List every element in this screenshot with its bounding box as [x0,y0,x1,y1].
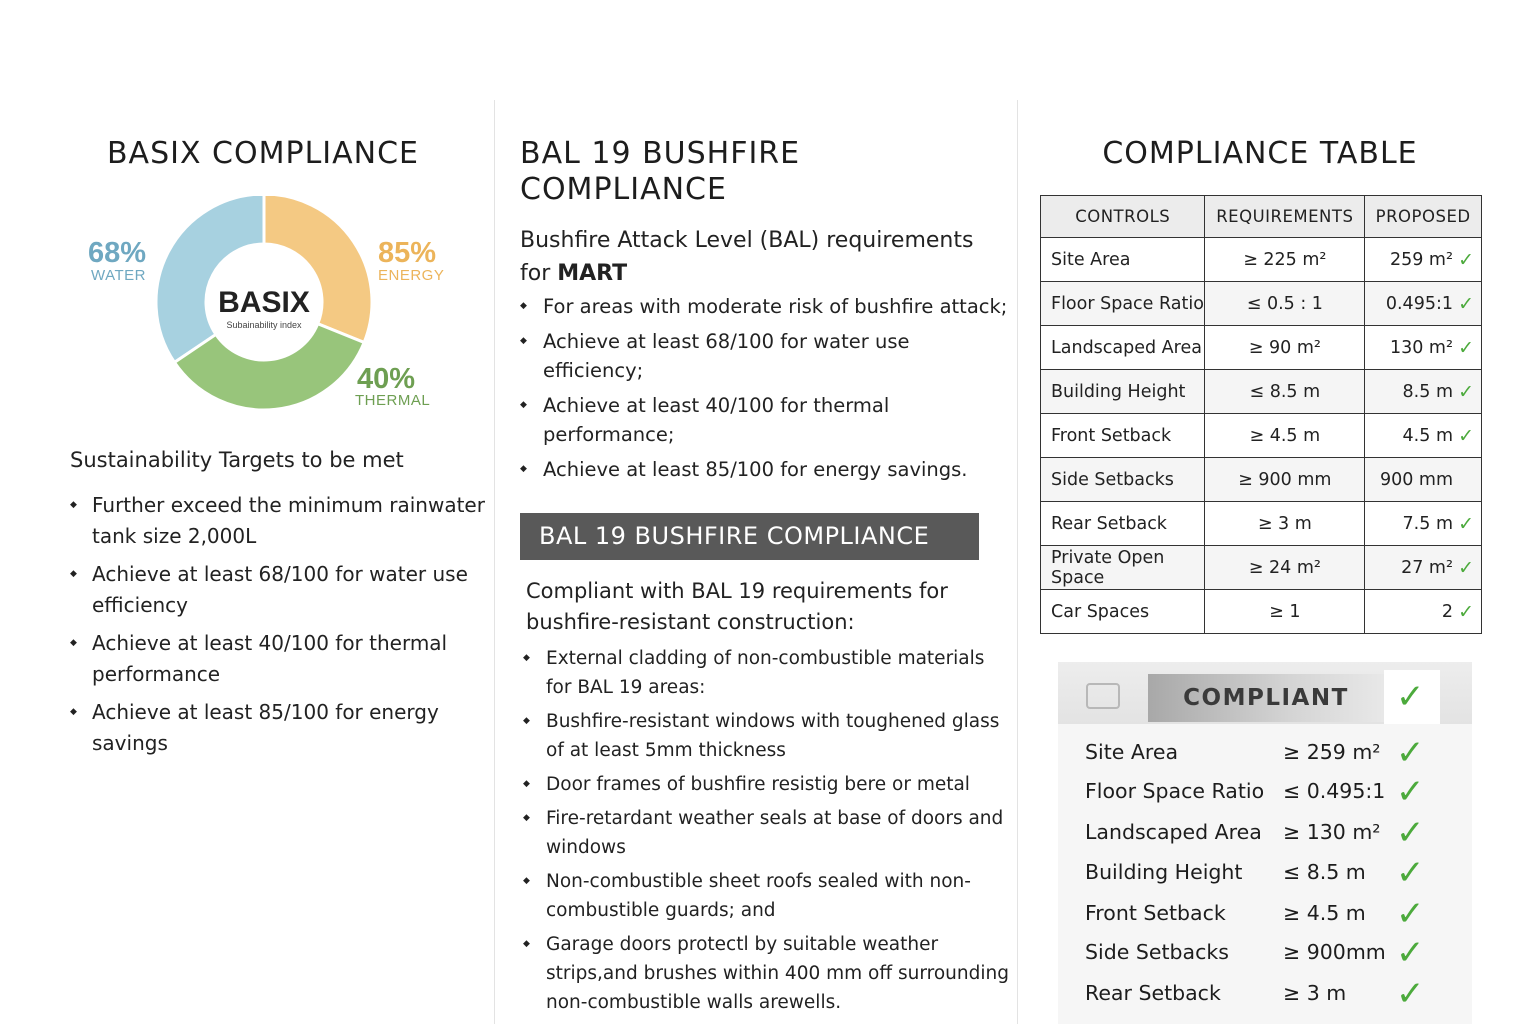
badge-row-value: ≥ 3 m [1283,981,1347,1005]
check-icon: ✓ [1396,772,1425,812]
badge-row-label: Side Setbacks [1085,940,1229,964]
check-icon: ✓ [1458,601,1474,623]
list-item: ◆ External cladding of non-combustible materials for BAL 19 areas: [523,644,1013,702]
water-percent: 68% [88,237,147,269]
bal-requirements-list [520,292,1015,490]
badge-row [1058,934,1472,974]
bal-intro [520,224,990,290]
requirement-cell: ≥ 3 m [1205,502,1365,546]
compliant-badge [1058,662,1472,1024]
check-icon: ✓ [1396,677,1425,717]
list-item: ◆ Door frames of bushfire resistig bere or metal [523,770,1013,799]
table-row [1041,370,1482,414]
list-item: ◆ Achieve at least 68/100 for water use efficiency [70,559,490,621]
proposed-value: 4.5 m [1402,425,1453,446]
control-cell: Side Setbacks [1041,458,1205,502]
list-item: ◆ Achieve at least 85/100 for energy savings [70,697,490,759]
badge-row-label: Front Setback [1085,901,1226,925]
badge-row [1058,895,1472,935]
check-icon: ✓ [1396,933,1425,973]
bal-intro-bold: MART [557,261,628,286]
sustainability-subtitle: Sustainability Targets to be met [70,448,404,472]
requirement-cell: ≥ 225 m² [1205,238,1365,282]
proposed-value: 2 [1441,601,1453,622]
list-item: ◆ For areas with moderate risk of bushfire attack; [520,292,1015,321]
check-icon: ✓ [1396,813,1425,853]
table-row [1041,238,1482,282]
check-icon: ✓ [1396,733,1425,773]
badge-row-value: ≤ 8.5 m [1283,860,1366,884]
table-row [1041,282,1482,326]
control-cell: Rear Setback [1041,502,1205,546]
bal-banner: BAL 19 BUSHFIRE COMPLIANCE [520,513,979,560]
proposed-cell [1365,590,1482,634]
check-icon: ✓ [1458,513,1474,535]
control-cell: Car Spaces [1041,590,1205,634]
proposed-cell [1365,238,1482,282]
requirement-cell: ≥ 90 m² [1205,326,1365,370]
proposed-value: 900 mm [1379,469,1453,490]
donut-center-subtitle: Subainability index [226,320,302,330]
list-item: ◆ Achieve at least 68/100 for water use efficiency; [520,327,1015,385]
check-icon: ✓ [1458,337,1474,359]
badge-row-label: Floor Space Ratio [1085,779,1265,803]
proposed-value: 259 m² [1389,249,1453,270]
badge-row [1058,814,1472,854]
check-icon: ✓ [1396,974,1425,1014]
badge-row [1058,773,1472,813]
badge-row [1058,734,1472,774]
proposed-value: 27 m² [1401,557,1453,578]
badge-row-label: Building Height [1085,860,1243,884]
requirement-cell: ≤ 8.5 m [1205,370,1365,414]
compliance-title: COMPLIANCE TABLE [1102,136,1418,171]
badge-row-value: ≥ 130 m² [1283,820,1381,844]
requirement-cell: ≥ 4.5 m [1205,414,1365,458]
list-item: ◆ Fire-retardant weather seals at base of doors and windows [523,804,1013,862]
check-icon: ✓ [1458,425,1474,447]
header-proposed: PROPOSED [1365,196,1482,238]
header-requirements: REQUIREMENTS [1205,196,1365,238]
thermal-label: THERMAL [355,392,431,409]
requirement-cell: ≥ 900 mm [1205,458,1365,502]
bal-construction-list [523,644,1013,1022]
compliance-section [1018,0,1536,1024]
badge-row-label: Rear Setback [1085,981,1221,1005]
bal-paragraph: Compliant with BAL 19 requirements for bushfire-resistant construction: [526,579,948,634]
table-row [1041,414,1482,458]
compliance-table-body [1041,238,1482,634]
table-row [1041,546,1482,590]
sustainability-list [70,490,490,766]
control-cell: Floor Space Ratio [1041,282,1205,326]
requirement-cell: ≥ 1 [1205,590,1365,634]
control-cell: Site Area [1041,238,1205,282]
donut-svg [150,196,380,410]
badge-header [1058,662,1472,724]
proposed-value: 130 m² [1389,337,1453,358]
proposed-value: 7.5 m [1402,513,1453,534]
donut-center-title: BASIX [218,286,310,319]
energy-label: ENERGY [378,267,445,284]
basix-section [0,0,494,1024]
check-icon: ✓ [1458,293,1474,315]
bal-title-line2: COMPLIANCE [520,172,727,207]
table-row [1041,458,1482,502]
list-item: ◆ Further exceed the minimum rainwater tank size 2,000L [70,490,490,552]
bal-section [494,0,1018,1024]
proposed-cell [1365,326,1482,370]
badge-row-value: ≥ 259 m² [1283,740,1381,764]
list-item: ◆ Garage doors protectl by suitable weather strips,and brushes within 400 mm off surrounding non-combustible walls arewells. [523,930,1013,1017]
compliant-label: COMPLIANT [1148,674,1384,722]
control-cell: Front Setback [1041,414,1205,458]
list-item: ◆ Non-combustible sheet roofs sealed with non-combustible guards; and [523,867,1013,925]
table-row [1041,590,1482,634]
badge-row-value: ≥ 900mm [1283,940,1386,964]
basix-donut-chart [150,196,380,410]
list-item: ◆ Achieve at least 40/100 for thermal performance; [520,391,1015,449]
check-icon: ✓ [1458,381,1474,403]
table-header-row [1041,196,1482,238]
proposed-value: 8.5 m [1402,381,1453,402]
proposed-cell [1365,546,1482,590]
badge-row [1058,854,1472,894]
proposed-cell [1365,458,1482,502]
check-icon: ✓ [1396,853,1425,893]
bal-title-line1: BAL 19 BUSHFIRE [520,136,801,171]
proposed-cell [1365,502,1482,546]
table-row [1041,502,1482,546]
badge-row-value: ≥ 4.5 m [1283,901,1366,925]
requirement-cell: ≥ 24 m² [1205,546,1365,590]
table-row [1041,326,1482,370]
check-icon: ✓ [1458,249,1474,271]
control-cell: Private Open Space [1041,546,1205,590]
list-item: ◆ Achieve at least 40/100 for thermal performance [70,628,490,690]
proposed-value: 0.495:1 [1385,293,1453,314]
basix-title: BASIX COMPLIANCE [106,136,420,171]
header-controls: CONTROLS [1041,196,1205,238]
bal-title [520,136,800,208]
water-label: WATER [91,267,146,284]
badge-row-label: Landscaped Area [1085,820,1262,844]
badge-tick-box [1384,670,1440,724]
proposed-cell [1365,282,1482,326]
badge-row [1058,975,1472,1015]
badge-row-value: ≤ 0.495:1 [1283,779,1386,803]
thermal-percent: 40% [357,363,416,395]
proposed-cell [1365,370,1482,414]
control-cell: Building Height [1041,370,1205,414]
badge-row-label: Site Area [1085,740,1179,764]
check-icon: ✓ [1396,894,1425,934]
proposed-cell [1365,414,1482,458]
compliance-table [1040,195,1482,634]
energy-percent: 85% [378,237,437,269]
checklist-icon [1086,683,1120,709]
check-icon: ✓ [1458,557,1474,579]
control-cell: Landscaped Area [1041,326,1205,370]
requirement-cell: ≤ 0.5 : 1 [1205,282,1365,326]
list-item: ◆ Bushfire-resistant windows with toughened glass of at least 5mm thickness [523,707,1013,765]
bal-intro-text: Bushfire Attack Level (BAL) requirements for [520,228,974,286]
list-item: ◆ Achieve at least 85/100 for energy savings. [520,455,1015,484]
